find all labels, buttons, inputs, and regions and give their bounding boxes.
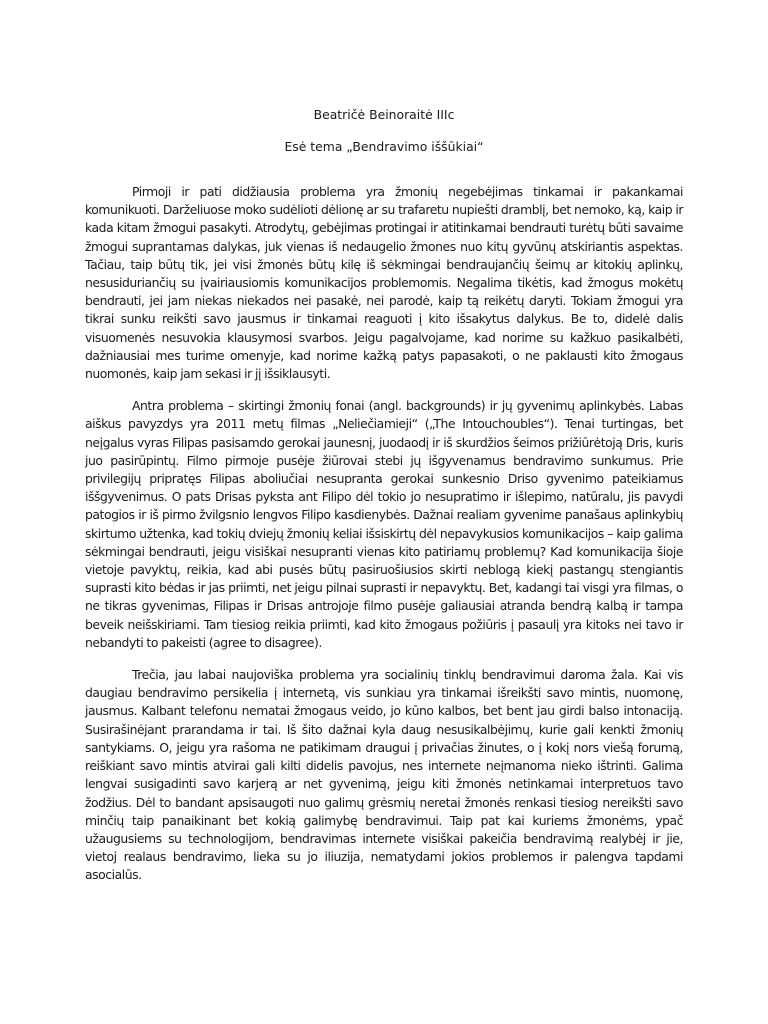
author-line: Beatričė Beinoraitė IIIc bbox=[313, 107, 455, 122]
paragraph-2: Antra problema – skirtingi žmonių fonai (angl. backgrounds) ir jų gyvenimų aplinkybės. Labas aiškus pavyzdys yra 2011 metų filmas „Neliečiamieji“ („The Intouchoubles“). Tenai turtingas, bet neįgalus vyras Filipas pasisamdo gerokai jaunesnį, juodaodį ir iš skurdžios šeimos prižiūrėtoją Dris, kuris juo pasirūpintų. Filmo pirmoje pusėje žiūrovai stebi jų išgyvenamus bendravimo sunkumus. Prie privilegijų pripratęs Filipas aboliučiai nesupranta gerokai sunkesnio Driso gyvenimo pateikiamus iššgyvenimus. O pats Drisas pyksta ant Filipo dėl tokio jo nesupratimo ir išlepimo, natūralu, jis pavydi patogios ir iš pirmo žvilgsnio lengvos Filipo kasdienybės. Dažnai realiam gyvenime panašaus aplinkybių skirtumo užtenka, kad tokių dviejų žmonių keliai išsiskirtų dėl nepavykusios komunikacijos – kaip galima sėkmingai bendrauti, jeigu visiškai nesupranti vienas kito patiriamų problemų? Kad komunikacija šioje vietoje pavyktų, reikia, kad abi pusės būtų pasiruošiusios skirti neblogą kiekį pastangų stengiantis suprasti kito bėdas ir jas priimti, net jeigu pilnai suprasti ir nepavyktų. Bet, kadangi tai visgi yra filmas, o ne tikras gyvenimas, Filipas ir Drisas antrojoje filmo pusėje galiausiai atranda bendrą kalbą ir tampa beveik neišskiriami. Tam tiesiog reikia priimti, kad kito žmogaus požiūris į pasaulį yra kitoks nei tavo ir nebandyti to pakeisti (agree to disagree). bbox=[85, 398, 683, 650]
essay-body bbox=[85, 183, 683, 885]
essay-title: Esė tema „Bendravimo iššūkiai“ bbox=[284, 139, 484, 154]
paragraph-3: Trečia, jau labai naujoviška problema yra socialinių tinklų bendravimui daroma žala. Kai vis daugiau bendravimo persikelia į internetą, vis sunkiau yra tinkamai išreikšti savo mintis, nuomonę, jausmus. Kalbant telefonu nematai žmogaus veido, jo kūno kalbos, bet bent jau girdi balso intonaciją. Susirašinėjant prarandama ir tai. Iš šito dažnai kyla daug nesusikalbėjimų, kurie gali kenkti žmonių santykiams. O, jeigu yra rašoma ne patikimam draugui į privačias žinutes, o į kokį nors viešą forumą, reiškiant savo mintis atvirai gali kilti didelis pavojus, nes internete neįmanoma nieko ištrinti. Galima lengvai susigadinti savo karjerą ar net gyvenimą, jeigu kiti žmonės netinkamai interpretuos tavo žodžius. Dėl to bandant apsisaugoti nuo galimų grėsmių neretai žmonės renkasi tiesiog nereikšti savo minčių taip panaikinant bet kokią galimybę bendravimui. Taip pat kai kuriems žmonėms, ypač užaugusiems su technologijom, bendravimas internete visiškai pakeičia bendravimą realybėj ir jie, vietoj realaus bendravimo, lieka su jo iliuzija, nematydami jokios problemos ir palengva tapdami asocialūs. bbox=[85, 667, 683, 883]
paragraph-1: Pirmoji ir pati didžiausia problema yra žmonių negebėjimas tinkamai ir pakankamai komunikuoti. Darželiuose moko sudėlioti dėlionę ar su trafaretu nupiešti dramblį, bet nemoko, ką, kaip ir kada kitam žmogui pasakyti. Atrodytų, gebėjimas protingai ir atitinkamai bendrauti turėtų būti savaime žmogui suprantamas dalykas, juk vienas iš nedaugelio žmones nuo kitų gyvūnų atskiriantis aspektas. Tačiau, taip būtų tik, jei visi žmonės būtų kilę iš sėkmingai bendraujančių šeimų ar kitokių aplinkų, nesusiduriančių su įvairiausiomis komunikacijos problemomis. Negalima tikėtis, kad žmogus mokėtų bendrauti, jei jam niekas niekados nei pasakė, nei parodė, kaip tą reikėtų daryti. Tokiam žmogui yra tikrai sunku reikšti savo jausmus ir tinkamai reaguoti į kito išsakytus dalykus. Be to, didelė dalis visuomenės nesuvokia klausymosi svarbos. Jeigu pagalvojame, kad norime su kažkuo pasikalbėti, dažniausiai mes turime omenyje, kad norime kažką patys papasakoti, o ne paklausti kito žmogaus nuomonės, kaip jam sekasi ir jį išsiklausyti. bbox=[85, 184, 683, 382]
